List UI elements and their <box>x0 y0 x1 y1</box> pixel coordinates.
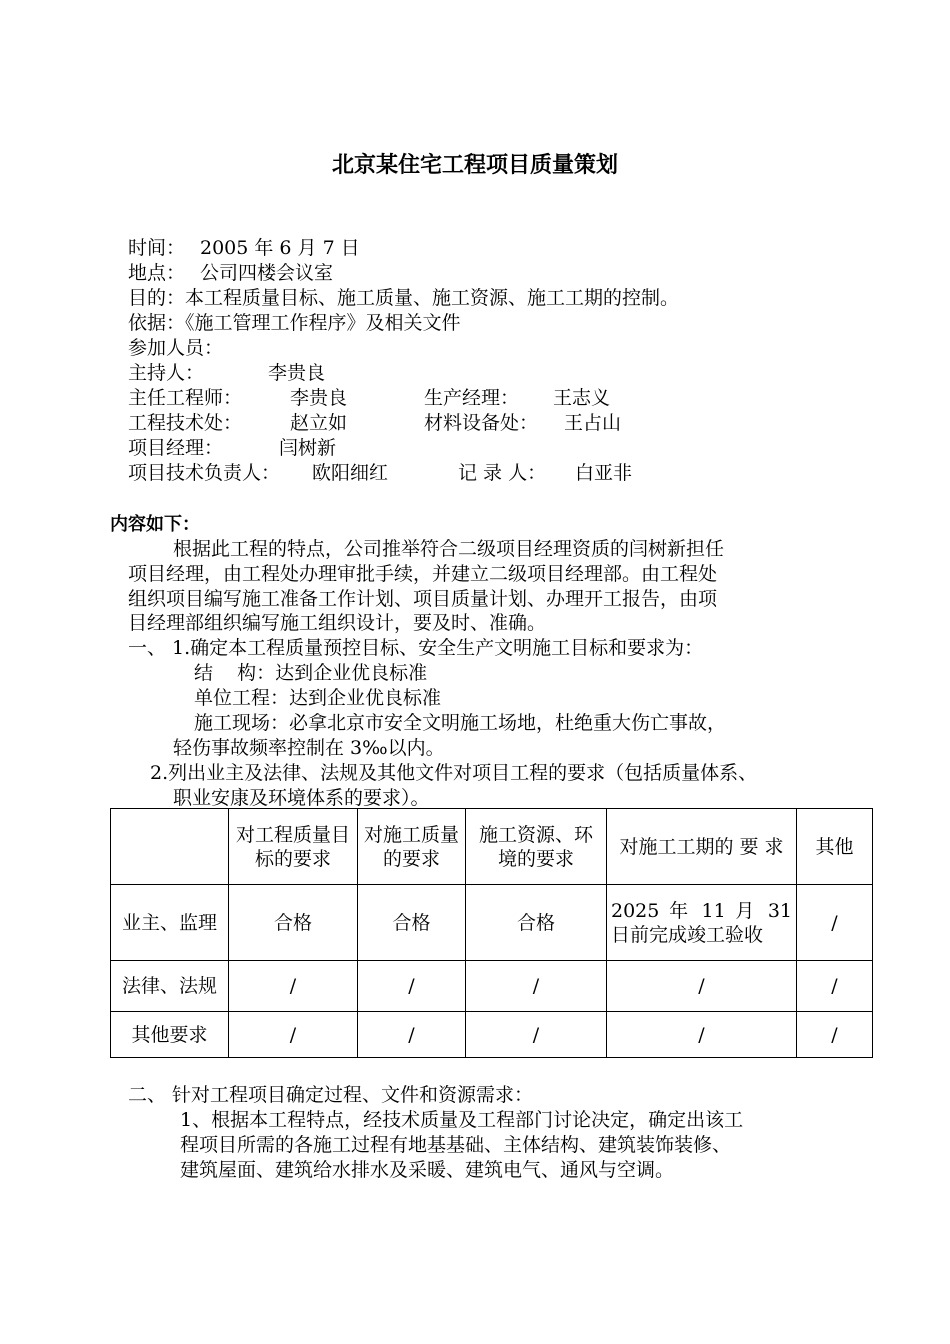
table-header-cell: 对施工质量的要求 <box>358 809 466 885</box>
goal-structure: 结 构：达到企业优良标准 <box>194 662 428 684</box>
table-cell: 合格 <box>466 885 607 961</box>
section2-title: 二、 针对工程项目确定过程、文件和资源需求： <box>128 1084 534 1106</box>
table-cell: / <box>607 1012 797 1058</box>
table-header-cell: 对施工工期的 要 求 <box>607 809 797 885</box>
goal-site-line: 轻伤事故频率控制在 3‰以内。 <box>173 737 445 759</box>
table-cell: 业主、监理 <box>111 885 229 961</box>
table-cell: 合格 <box>358 885 466 961</box>
table-cell: / <box>797 961 873 1012</box>
section2-line: 程项目所需的各施工过程有地基基础、主体结构、建筑装饰装修、 <box>180 1134 732 1156</box>
materials-dept-name: 王占山 <box>564 412 622 434</box>
table-header-cell: 施工资源、环境的要求 <box>466 809 607 885</box>
table-cell: 2025 年 11 月 31 日前完成竣工验收 <box>607 885 797 961</box>
section2-line: 建筑屋面、建筑给水排水及采暖、建筑电气、通风与空调。 <box>180 1159 675 1181</box>
engineering-dept-name: 赵立如 <box>290 412 348 434</box>
table-cell: / <box>607 961 797 1012</box>
table-cell: 法律、法规 <box>111 961 229 1012</box>
place-label: 地点： <box>128 262 186 284</box>
host-name: 李贵良 <box>268 362 326 384</box>
document-title: 北京某住宅工程项目质量策划 <box>331 153 618 178</box>
item2-line: 2.列出业主及法律、法规及其他文件对项目工程的要求（包括质量体系、 <box>150 762 758 784</box>
table-cell: / <box>358 1012 466 1058</box>
production-manager-label: 生产经理： <box>424 387 520 409</box>
table-cell: / <box>229 961 358 1012</box>
table-header-cell <box>111 809 229 885</box>
table-cell: 合格 <box>229 885 358 961</box>
content-heading: 内容如下： <box>110 514 200 535</box>
recorder-label: 记 录 人： <box>458 462 547 484</box>
table-header-cell: 对工程质量目标的要求 <box>229 809 358 885</box>
intro-line: 组织项目编写施工准备工作计划、项目质量计划、办理开工报告，由项 <box>128 588 718 610</box>
project-manager-name: 闫树新 <box>279 437 337 459</box>
materials-dept-label: 材料设备处： <box>424 412 539 434</box>
section1-title: 一、 1.确定本工程质量预控目标、安全生产文明施工目标和要求为： <box>128 637 704 659</box>
purpose-line: 目的：本工程质量目标、施工质量、施工资源、施工工期的控制。 <box>128 287 680 309</box>
section2-line: 1、根据本工程特点，经技术质量及工程部门讨论决定，确定出该工 <box>180 1109 744 1131</box>
table-cell: / <box>466 1012 607 1058</box>
time-label: 时间： <box>128 237 186 259</box>
requirements-table <box>110 808 873 1058</box>
table-header-cell: 其他 <box>797 809 873 885</box>
tech-lead-name: 欧阳细红 <box>312 462 389 484</box>
attendees-label: 参加人员： <box>128 337 224 359</box>
host-label: 主持人： <box>128 362 205 384</box>
time-value: 2005 年 6 月 7 日 <box>200 237 360 259</box>
table-cell: 其他要求 <box>111 1012 229 1058</box>
table-cell: / <box>358 961 466 1012</box>
chief-engineer-label: 主任工程师： <box>128 387 243 409</box>
recorder-name: 白亚非 <box>575 462 633 484</box>
tech-lead-label: 项目技术负责人： <box>128 462 281 484</box>
intro-line: 根据此工程的特点，公司推举符合二级项目经理资质的闫树新担任 <box>173 538 725 560</box>
table-row <box>111 885 873 961</box>
item2-line: 职业安康及环境体系的要求）。 <box>173 787 430 809</box>
table-row <box>111 1012 873 1058</box>
table-cell: / <box>797 885 873 961</box>
table-cell: / <box>229 1012 358 1058</box>
production-manager-name: 王志义 <box>553 387 611 409</box>
chief-engineer-name: 李贵良 <box>290 387 348 409</box>
table-cell: / <box>466 961 607 1012</box>
table-cell: / <box>797 1012 873 1058</box>
place-value: 公司四楼会议室 <box>200 262 334 284</box>
table-header-row <box>111 809 873 885</box>
goal-site-line: 施工现场：必拿北京市安全文明施工场地，杜绝重大伤亡事故， <box>194 712 727 734</box>
table-row <box>111 961 873 1012</box>
intro-line: 项目经理，由工程处办理审批手续，并建立二级项目经理部。由工程处 <box>128 563 718 585</box>
engineering-dept-label: 工程技术处： <box>128 412 243 434</box>
basis-line: 依据：《施工管理工作程序》及相关文件 <box>128 312 461 334</box>
project-manager-label: 项目经理： <box>128 437 224 459</box>
intro-line: 目经理部组织编写施工组织设计，要及时、准确。 <box>128 612 547 634</box>
goal-unit: 单位工程：达到企业优良标准 <box>194 687 442 709</box>
